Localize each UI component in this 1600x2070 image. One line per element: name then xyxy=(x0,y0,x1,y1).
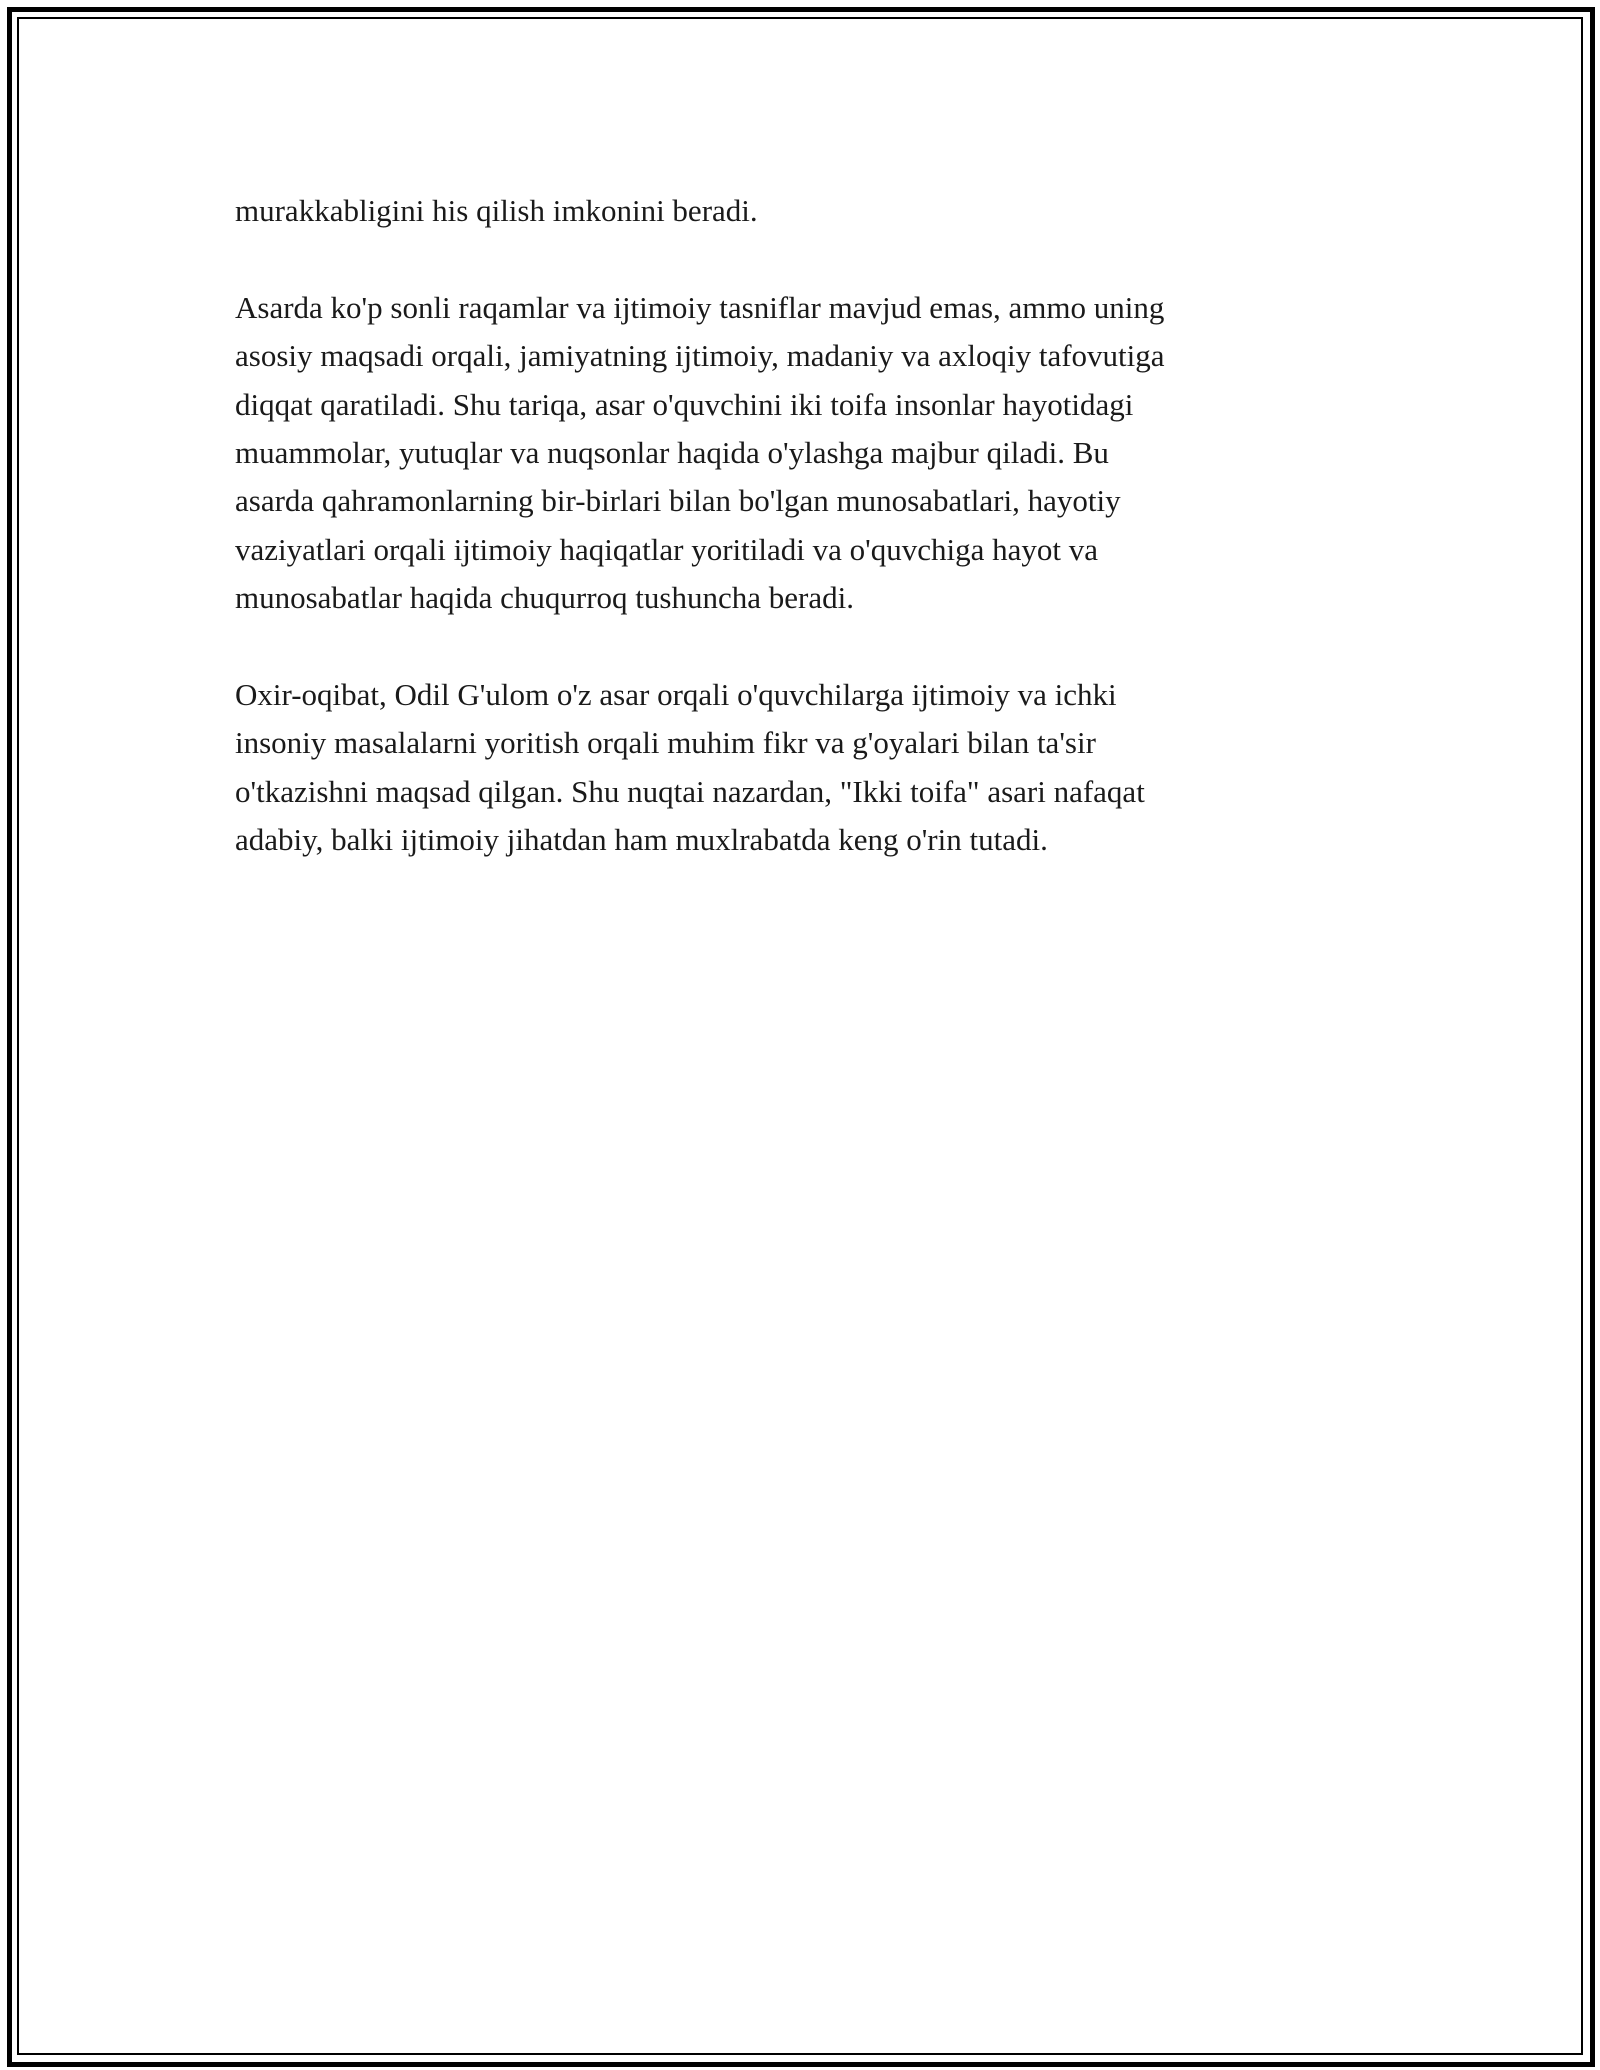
text-line: diqqat qaratiladi. Shu tariqa, asar o'quvchini iki toifa insonlar hayotidagi xyxy=(235,386,1134,422)
text-line: muammolar, yutuqlar va nuqsonlar haqida o'ylashga majbur qiladi. Bu xyxy=(235,435,1109,471)
text-line: Asarda ko'p sonli raqamlar va ijtimoiy tasniflar mavjud emas, ammo uning xyxy=(235,289,1165,325)
text-line: vaziyatlari orqali ijtimoiy haqiqatlar yoritiladi va o'quvchiga hayot va xyxy=(235,531,1098,567)
paragraph-2 xyxy=(235,284,1365,623)
text-line: asosiy maqsadi orqali, jamiyatning ijtimoiy, madaniy va axloqiy tafovutiga xyxy=(235,338,1165,374)
text-line: asarda qahramonlarning bir-birlari bilan bo'lgan munosabatlari, hayotiy xyxy=(235,483,1121,519)
text-line: insoniy masalalarni yoritish orqali muhim fikr va g'oyalari bilan ta'sir xyxy=(235,725,1096,761)
text-line: Oxir-oqibat, Odil G'ulom o'z asar orqali o'quvchilarga ijtimoiy va ichki xyxy=(235,677,1117,713)
text-line: murakkabligini his qilish imkonini beradi. xyxy=(235,193,758,228)
paragraph-1 xyxy=(235,187,1365,235)
paragraph-3 xyxy=(235,671,1365,865)
text-line: adabiy, balki ijtimoiy jihatdan ham muxlrabatda keng o'rin tutadi. xyxy=(235,822,1048,858)
text-line: o'tkazishni maqsad qilgan. Shu nuqtai nazardan, "Ikki toifa" asari nafaqat xyxy=(235,773,1145,809)
text-line: munosabatlar haqida chuqurroq tushuncha beradi. xyxy=(235,580,854,616)
document-body xyxy=(235,187,1365,913)
